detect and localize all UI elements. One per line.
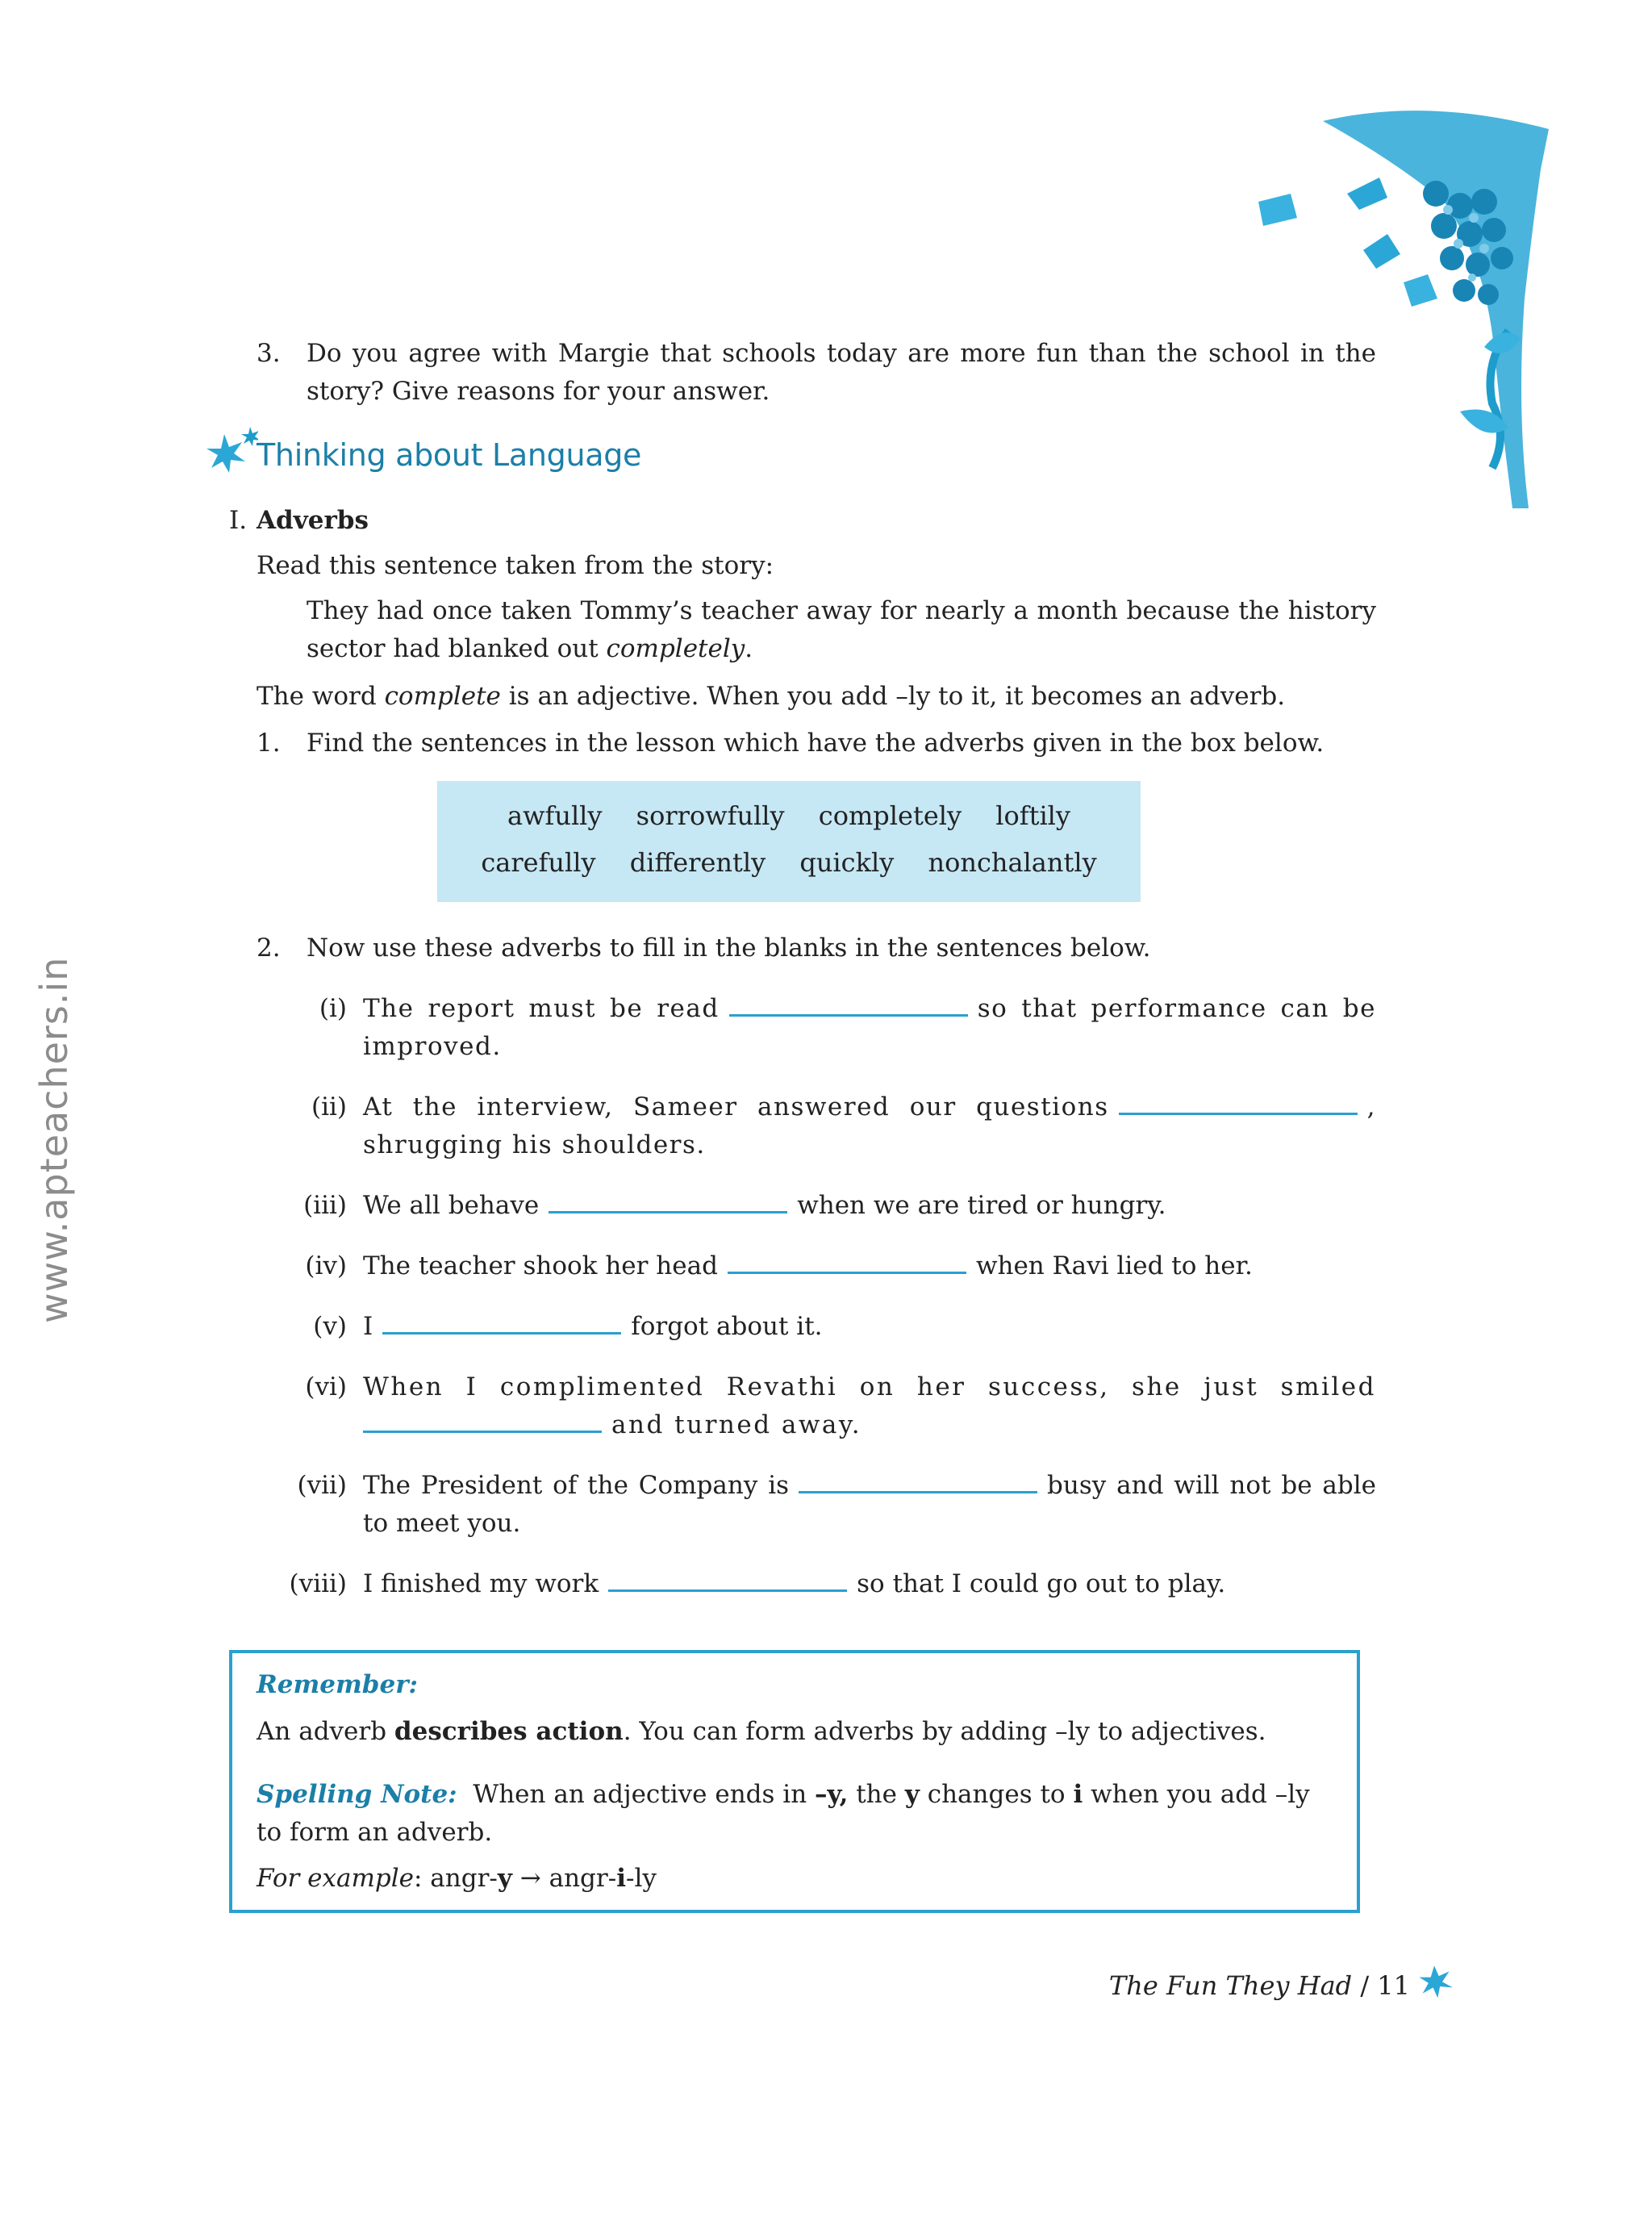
intro-text: Read this sentence taken from the story: xyxy=(257,551,774,580)
sentence-number: (v) xyxy=(313,1312,347,1341)
sentence-number: (ii) xyxy=(311,1092,347,1122)
star-icon xyxy=(1418,1962,1458,2003)
remember-rule: An adverb describes action. You can form adverbs by adding –ly to adjectives. xyxy=(257,1717,1266,1746)
floral-corner-decoration xyxy=(1242,105,1565,524)
question-number: 3. xyxy=(257,339,281,368)
task-number: 1. xyxy=(257,729,281,758)
question-3-text: Do you agree with Margie that schools today are more fun than the school in the story? Give reasons for your answer. xyxy=(307,339,1376,406)
answer-blank[interactable] xyxy=(728,1255,966,1274)
sentence-number: (vi) xyxy=(305,1372,347,1401)
footer-separator: / xyxy=(1360,1970,1370,2001)
answer-blank[interactable] xyxy=(363,1414,602,1433)
part-title: Adverbs xyxy=(257,506,369,535)
task-2-text: Now use these adverbs to fill in the blanks in the sentences below. xyxy=(307,934,1151,963)
answer-blank[interactable] xyxy=(729,998,968,1017)
adverb-word: loftily xyxy=(995,800,1070,831)
sentence-number: (viii) xyxy=(289,1569,347,1598)
answer-blank[interactable] xyxy=(799,1475,1037,1493)
fill-blank-sentence: I finished my work so that I could go out to play. xyxy=(363,1569,1226,1598)
sentence-number: (iii) xyxy=(303,1191,347,1220)
task-1-text: Find the sentences in the lesson which have the adverbs given in the box below. xyxy=(307,729,1325,758)
adjective-note: The word complete is an adjective. When you add –ly to it, it becomes an adverb. xyxy=(257,682,1286,711)
task-number: 2. xyxy=(257,934,281,963)
answer-blank[interactable] xyxy=(608,1573,847,1592)
sentence-number: (iv) xyxy=(305,1251,347,1280)
watermark: www.apteachers.in xyxy=(32,956,76,1323)
spelling-note: Spelling Note: When an adjective ends in –y, the y changes to i when you add –ly to form an adverb. xyxy=(257,1780,1310,1847)
sentence-number: (i) xyxy=(319,994,347,1023)
remember-box xyxy=(229,1650,1360,1913)
adverb-row xyxy=(437,800,1141,831)
quoted-sentence: They had once taken Tommy’s teacher away for nearly a month because the history sector had blanked out completely. xyxy=(307,596,1376,663)
fill-blank-sentence: The teacher shook her head when Ravi lied to her. xyxy=(363,1251,1253,1280)
spelling-example: For example: angr-y → angr-i-ly xyxy=(257,1864,657,1893)
adverb-row xyxy=(437,847,1141,878)
page-number: 11 xyxy=(1377,1970,1410,2001)
adverb-word: differently xyxy=(629,847,766,878)
page-footer xyxy=(1109,1970,1410,2001)
adverb-word: completely xyxy=(818,800,962,831)
remember-title: Remember: xyxy=(257,1670,418,1699)
answer-blank[interactable] xyxy=(382,1316,621,1335)
fill-blank-sentence: The report must be read so that performance can be improved. xyxy=(363,994,1376,1061)
part-label: I. xyxy=(229,506,248,535)
fill-blank-sentence: I forgot about it. xyxy=(363,1312,823,1341)
fill-blank-sentence: The President of the Company is busy and will not be able to meet you. xyxy=(363,1471,1376,1538)
answer-blank[interactable] xyxy=(1119,1096,1358,1115)
adverb-word: quickly xyxy=(799,847,895,878)
star-icon xyxy=(202,426,258,482)
fill-blank-sentence: At the interview, Sameer answered our questions , shrugging his shoulders. xyxy=(363,1092,1376,1159)
adverb-word-box xyxy=(437,781,1141,902)
sentence-number: (vii) xyxy=(297,1471,347,1500)
adverb-word: sorrowfully xyxy=(636,800,785,831)
answer-blank[interactable] xyxy=(549,1195,787,1213)
book-title: The Fun They Had xyxy=(1108,1970,1353,2001)
arrow-icon: → xyxy=(519,1864,541,1893)
adverb-word: awfully xyxy=(507,800,603,831)
fill-blank-sentence: We all behave when we are tired or hungry. xyxy=(363,1191,1166,1220)
section-heading: Thinking about Language xyxy=(257,437,642,473)
adverb-word: carefully xyxy=(481,847,596,878)
fill-blank-sentence: When I complimented Revathi on her success, she just smiled and turned away. xyxy=(363,1372,1376,1439)
adverb-word: nonchalantly xyxy=(928,847,1097,878)
